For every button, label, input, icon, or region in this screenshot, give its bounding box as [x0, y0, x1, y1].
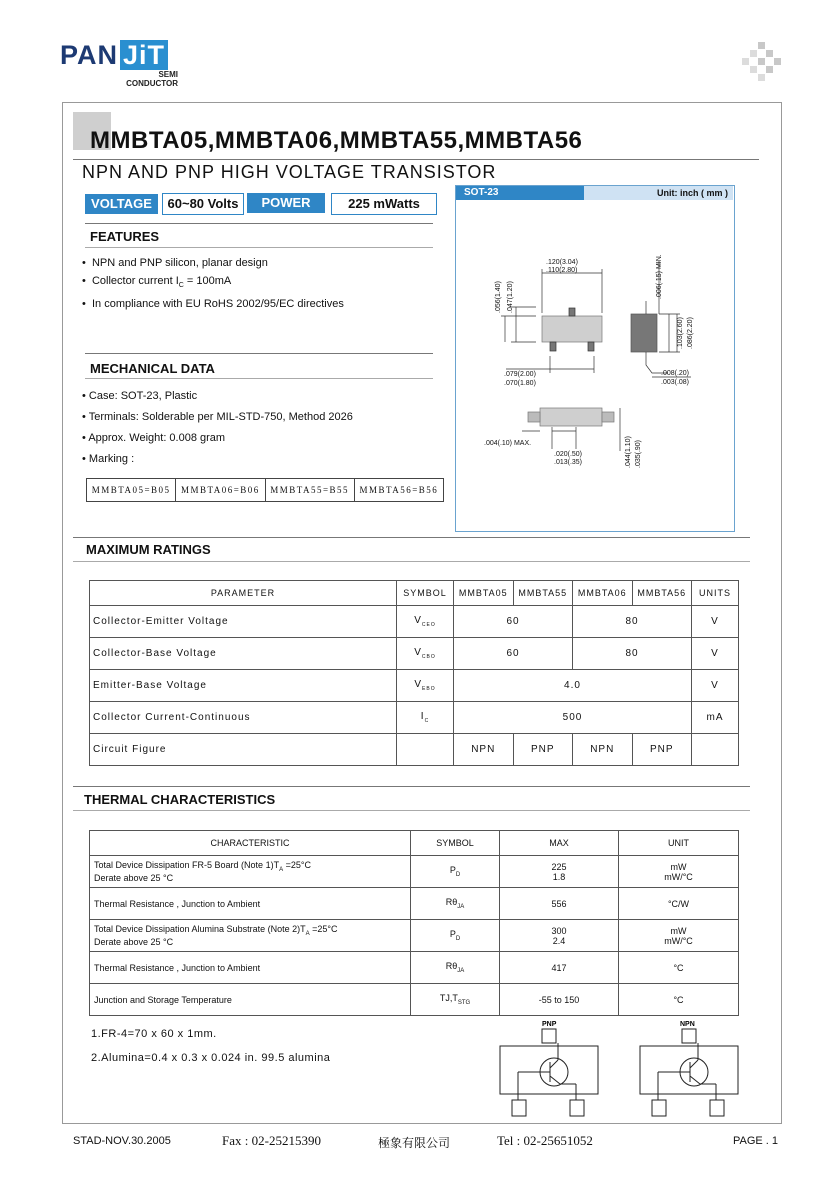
dim-label: .079(2.00): [504, 371, 536, 378]
table-row: [90, 920, 739, 952]
symbol-cell: $V_{EBO}$: [397, 670, 454, 702]
col-header: MMBTA55: [513, 581, 573, 606]
voltage-label: VOLTAGE: [85, 194, 158, 214]
table-header-row: [90, 581, 739, 606]
symbol-cell: $V_{CBO}$: [397, 638, 454, 670]
footer-company: 極象有限公司: [378, 1136, 451, 1150]
figure-cell: PNP: [632, 734, 692, 766]
dim-label: .004(.10) MAX.: [484, 440, 532, 447]
unit-cell: [692, 734, 739, 766]
value-cell: 500: [454, 702, 692, 734]
figure-cell: PNP: [513, 734, 573, 766]
char-cell: Thermal Resistance , Junction to Ambient: [90, 888, 411, 920]
max-cell: -55 to 150: [500, 984, 619, 1016]
col-header: MMBTA06: [573, 581, 633, 606]
unit-cell: V: [692, 670, 739, 702]
package-name: SOT-23: [456, 186, 584, 200]
col-header: PARAMETER: [90, 581, 397, 606]
mech-item: • Terminals: Solderable per MIL-STD-750, Method 2026: [82, 411, 353, 423]
thermal-table: [89, 830, 739, 1016]
marking-cell: MMBTA06=B06: [176, 479, 265, 501]
symbol-cell: $TJ,T_{STG}$: [411, 984, 500, 1016]
logo-subtitle: [126, 70, 178, 88]
value-cell: 60: [454, 638, 573, 670]
param-cell: Collector Current-Continuous: [90, 702, 397, 734]
dim-label: .003(.08): [661, 379, 690, 386]
unit-cell: V: [692, 638, 739, 670]
unit-cell: mW mW/°C: [619, 920, 739, 952]
symbol-cell: $I_C$: [397, 702, 454, 734]
col-header: MAX: [500, 831, 619, 856]
symbol-cell: $V_{CEO}$: [397, 606, 454, 638]
unit-cell: mA: [692, 702, 739, 734]
dim-label: .006(.15) MIN.: [656, 254, 663, 299]
feature-item: • In compliance with EU RoHS 2002/95/EC directives: [82, 298, 344, 311]
unit-cell: V: [692, 606, 739, 638]
value-cell: 4.0: [454, 670, 692, 702]
note-1: 1.FR-4=70 x 60 x 1mm.: [91, 1028, 217, 1040]
dim-label: .047(1.20): [507, 281, 514, 313]
col-header: MMBTA56: [632, 581, 692, 606]
maxratings-rule: [73, 537, 750, 538]
dim-label: .013(.35): [554, 459, 583, 466]
figure-cell: NPN: [573, 734, 633, 766]
char-cell: Junction and Storage Temperature: [90, 984, 411, 1016]
circuit-label: PNP: [542, 1021, 557, 1028]
symbol-cell: $P_D$: [411, 920, 500, 952]
logo-text: PAN: [60, 40, 119, 70]
max-cell: 417: [500, 952, 619, 984]
marking-cell: MMBTA05=B05: [87, 479, 176, 501]
symbol-cell: [397, 734, 454, 766]
col-header: UNITS: [692, 581, 739, 606]
param-cell: Collector-Emitter Voltage: [90, 606, 397, 638]
power-label: POWER: [247, 193, 325, 213]
table-row: [90, 984, 739, 1016]
table-header-row: [90, 831, 739, 856]
page-title: MMBTA05,MMBTA06,MMBTA55,MMBTA56: [90, 127, 583, 154]
mech-item: • Approx. Weight: 0.008 gram: [82, 432, 226, 444]
dim-label: .120(3.04): [546, 259, 578, 266]
marking-cell: MMBTA55=B55: [266, 479, 355, 501]
col-header: UNIT: [619, 831, 739, 856]
table-row: [90, 734, 739, 766]
dim-label: .056(1.40): [495, 281, 502, 313]
char-cell: Total Device Dissipation Alumina Substrate (Note $2)T_A =25^\circ C$ Derate above 25 °C: [90, 920, 411, 952]
col-header: SYMBOL: [397, 581, 454, 606]
table-row: [90, 856, 739, 888]
char-cell: Total Device Dissipation FR-5 Board (Note $1)T_A =25^\circ C$ Derate above 25 °C: [90, 856, 411, 888]
max-cell: 225 1.8: [500, 856, 619, 888]
circuit-label: NPN: [680, 1021, 695, 1028]
col-header: MMBTA05: [454, 581, 514, 606]
dim-label: .008(.20): [661, 370, 690, 377]
table-row: [90, 638, 739, 670]
maxratings-underline: [73, 561, 750, 562]
table-row: [90, 670, 739, 702]
features-list: [82, 254, 344, 313]
symbol-cell: $R\theta_{JA}$: [411, 952, 500, 984]
max-ratings-table: [89, 580, 739, 766]
table-row: [90, 702, 739, 734]
symbol-cell: $P_D$: [411, 856, 500, 888]
mech-heading: MECHANICAL DATA: [90, 361, 215, 376]
npn-circuit-icon: [638, 1016, 740, 1120]
dim-label: .070(1.80): [504, 380, 536, 387]
char-cell: Thermal Resistance , Junction to Ambient: [90, 952, 411, 984]
thermal-rule: [73, 786, 750, 787]
title-rule: [73, 159, 759, 160]
dim-label: .035(.90): [635, 439, 642, 468]
figure-cell: NPN: [454, 734, 514, 766]
col-header: CHARACTERISTIC: [90, 831, 411, 856]
symbol-cell: $R\theta_{JA}$: [411, 888, 500, 920]
table-row: [90, 888, 739, 920]
mech-item: • Case: SOT-23, Plastic: [82, 390, 198, 402]
param-cell: Circuit Figure: [90, 734, 397, 766]
footer-fax: Fax : 02-25215390: [222, 1133, 321, 1148]
mech-item: • Marking :: [82, 453, 135, 465]
features-underline: [85, 247, 433, 248]
company-logo: [60, 40, 168, 71]
mech-rule: [85, 353, 433, 354]
package-unit: Unit: inch ( mm ): [657, 188, 728, 198]
value-cell: 80: [573, 606, 692, 638]
maxratings-heading: MAXIMUM RATINGS: [86, 542, 211, 557]
feature-item: • NPN and PNP silicon, planar design: [82, 257, 268, 269]
page-subtitle: NPN AND PNP HIGH VOLTAGE TRANSISTOR: [82, 162, 497, 182]
max-cell: 300 2.4: [500, 920, 619, 952]
col-header: SYMBOL: [411, 831, 500, 856]
thermal-heading: THERMAL CHARACTERISTICS: [84, 792, 276, 807]
voltage-value: 60~80 Volts: [162, 193, 244, 215]
value-cell: 60: [454, 606, 573, 638]
param-cell: Emitter-Base Voltage: [90, 670, 397, 702]
logo-jit: JiT: [120, 40, 168, 70]
logo-sub1: SEMI: [158, 70, 178, 79]
package-drawing: [456, 201, 733, 529]
unit-cell: °C: [619, 984, 739, 1016]
unit-cell: mW mW/°C: [619, 856, 739, 888]
features-heading: FEATURES: [90, 229, 160, 244]
unit-cell: °C: [619, 952, 739, 984]
features-rule: [85, 223, 433, 224]
max-cell: 556: [500, 888, 619, 920]
footer-page: PAGE . 1: [733, 1135, 779, 1147]
footer-tel: Tel : 02-25651052: [497, 1133, 593, 1148]
thermal-underline: [73, 810, 750, 811]
footer-date: STAD-NOV.30.2005: [73, 1135, 171, 1147]
unit-cell: °C/W: [619, 888, 739, 920]
marking-cell: MMBTA56=B56: [359, 485, 439, 495]
table-row: [90, 606, 739, 638]
dim-label: .110(2.80): [546, 267, 578, 274]
feature-item: • Collector current $I_C = 100mA$: [82, 275, 232, 290]
dim-label: .086(2.20): [687, 317, 694, 349]
mech-underline: [85, 378, 433, 379]
dim-label: .103(2.60): [677, 317, 684, 349]
power-value: 225 mWatts: [331, 193, 437, 215]
corner-pattern-icon: [742, 42, 782, 82]
param-cell: Collector-Base Voltage: [90, 638, 397, 670]
dim-label: .020(.50): [554, 451, 583, 458]
value-cell: 80: [573, 638, 692, 670]
dim-label: .044(1.10): [625, 436, 632, 468]
mech-list: [82, 386, 353, 470]
note-2: 2.Alumina=0.4 x 0.3 x 0.024 in. 99.5 alumina: [91, 1052, 331, 1064]
pnp-circuit-icon: [498, 1016, 600, 1120]
marking-table: [86, 478, 444, 502]
logo-sub2: CONDUCTOR: [126, 79, 178, 88]
table-row: [90, 952, 739, 984]
